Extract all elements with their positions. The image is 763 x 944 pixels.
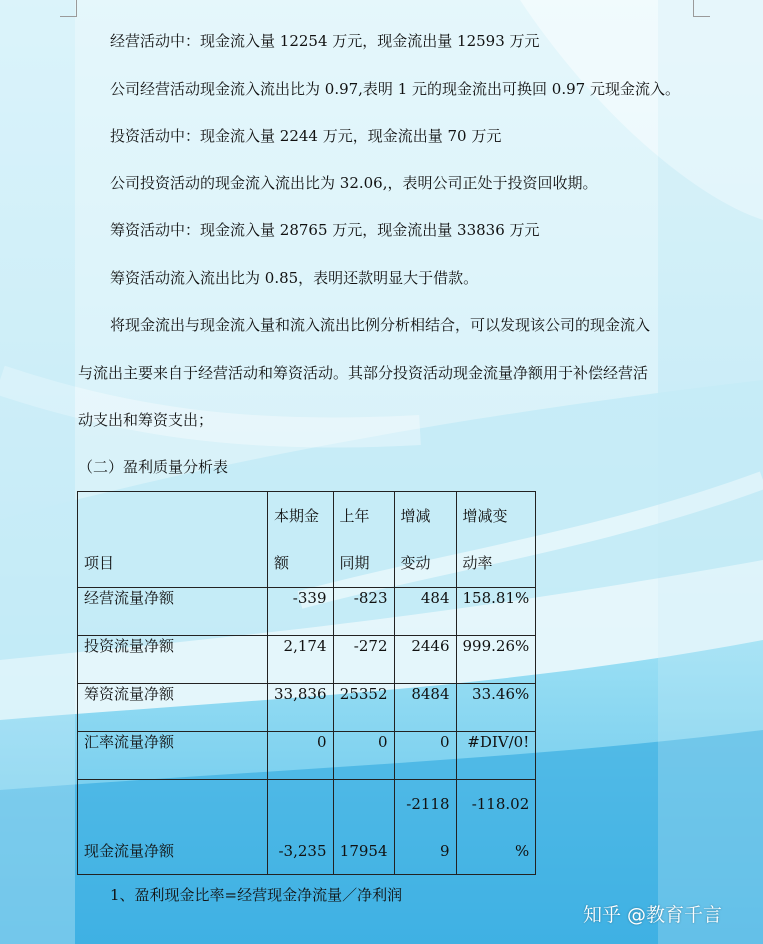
row-prior: -823: [333, 588, 394, 636]
footnote: 1、盈利现金比率=经营现金净流量／净利润: [110, 886, 403, 904]
table-row-total: [78, 780, 536, 875]
paragraph-financing-ratio: 筹资活动流入流出比为 0.85，表明还款明显大于借款。: [110, 269, 479, 287]
header-cell-current: 本期金 额: [268, 492, 334, 588]
paragraph-operating: 经营活动中：现金流入量 12254 万元，现金流出量 12593 万元: [110, 32, 540, 50]
total-change: -2118 9: [394, 780, 456, 875]
table-header-row: [78, 492, 536, 588]
row-change: 0: [394, 732, 456, 780]
table-row: [78, 684, 536, 732]
paragraph-investing-ratio: 公司投资活动的现金流入流出比为 32.06,，表明公司正处于投资回收期。: [110, 174, 598, 192]
header-cell-change: 增减 变动: [394, 492, 456, 588]
paragraph-financing: 筹资活动中：现金流入量 28765 万元，现金流出量 33836 万元: [110, 221, 540, 239]
table-row: [78, 588, 536, 636]
total-prior: 17954: [333, 780, 394, 875]
row-label: 汇率流量净额: [78, 732, 268, 780]
margin-corner-mark: [60, 0, 77, 17]
profit-quality-table: [77, 491, 536, 875]
paragraph-investing: 投资活动中：现金流入量 2244 万元，现金流出量 70 万元: [110, 127, 502, 145]
total-change-rate: -118.02 %: [456, 780, 536, 875]
table-row: [78, 732, 536, 780]
row-change: 2446: [394, 636, 456, 684]
header-cell-change-rate: 增减变 动率: [456, 492, 536, 588]
row-change: 8484: [394, 684, 456, 732]
paragraph-analysis-line3: 动支出和筹资支出；: [78, 411, 214, 429]
row-prior: 0: [333, 732, 394, 780]
row-current: 0: [268, 732, 334, 780]
row-label: 经营流量净额: [78, 588, 268, 636]
total-current: -3,235: [268, 780, 334, 875]
row-label: 投资流量净额: [78, 636, 268, 684]
paragraph-analysis-line2: 与流出主要来自于经营活动和筹资活动。其部分投资活动现金流量净额用于补偿经营活: [78, 364, 649, 382]
section-title: （二）盈利质量分析表: [78, 458, 229, 476]
row-current: 33,836: [268, 684, 334, 732]
paragraph-analysis-line1: 将现金流出与现金流入量和流入流出比例分析相结合，可以发现该公司的现金流入: [110, 316, 651, 334]
table-row: [78, 636, 536, 684]
row-change-rate: 158.81%: [456, 588, 536, 636]
row-label: 筹资流量净额: [78, 684, 268, 732]
row-prior: 25352: [333, 684, 394, 732]
total-label: 现金流量净额: [78, 780, 268, 875]
watermark: 知乎 @教育千言: [583, 904, 723, 926]
header-cell-prior: 上年 同期: [333, 492, 394, 588]
header-cell-item: 项目: [78, 492, 268, 588]
row-change-rate: #DIV/0!: [456, 732, 536, 780]
row-change: 484: [394, 588, 456, 636]
row-current: -339: [268, 588, 334, 636]
paragraph-operating-ratio: 公司经营活动现金流入流出比为 0.97,表明 1 元的现金流出可换回 0.97 元现金流入。: [110, 80, 680, 98]
margin-corner-mark: [693, 0, 710, 17]
row-prior: -272: [333, 636, 394, 684]
row-current: 2,174: [268, 636, 334, 684]
row-change-rate: 999.26%: [456, 636, 536, 684]
row-change-rate: 33.46%: [456, 684, 536, 732]
